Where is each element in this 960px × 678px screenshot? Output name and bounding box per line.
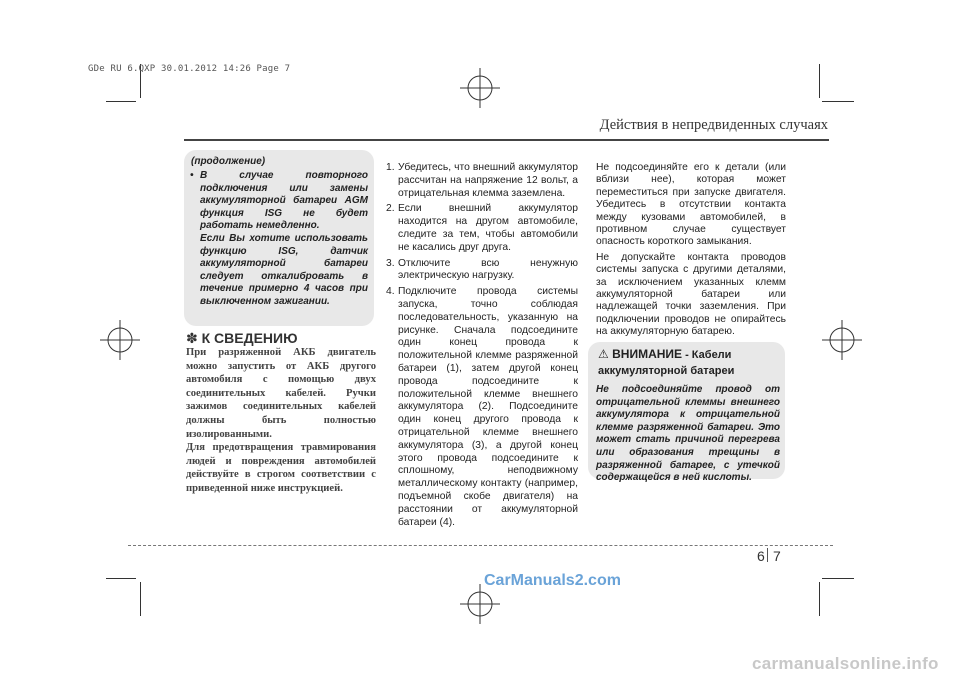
bullet-icon: • bbox=[190, 170, 194, 181]
list-item: 4. Подключите провода системы запуска, точно соблюдая последовательность, указанную на рисунке. Сначала подсоедините один конец провода к положительной клемме разряженной батареи (1), затем другой конец провода подсоедините к положительной клемме внешнего аккумулятора (2). Подсоедините один конец другого провода к отрицательной клемме внешнего аккумулятора (3), а другой конец этого провода подсоедините к сплошному, неподвижному металлическому контакту (например, подъемной скобе двигателя) на расстоянии от аккумуляторной батареи (4). bbox=[386, 286, 578, 528]
info-title bbox=[186, 330, 298, 347]
page-number: 7 bbox=[773, 548, 781, 564]
crop-mark bbox=[822, 101, 854, 102]
list-item: 3. Отключите всю ненужную электрическую нагрузку. bbox=[386, 257, 578, 282]
note-paragraph: В случае повторного подключения или замены аккумуляторной батареи AGM функция ISG не будет работать немедленно. bbox=[200, 170, 368, 232]
crop-mark bbox=[106, 578, 136, 579]
text-paragraph: Не допускайте контакта проводов системы запуска с другими деталями, за исключением указанных клемм аккумуляторной батареи или надлежащей точки заземления. При подключении проводов не опирайтесь на аккумуляторную батарею. bbox=[596, 251, 786, 338]
info-title-text: К СВЕДЕНИЮ bbox=[201, 330, 298, 346]
crop-mark bbox=[106, 101, 136, 102]
note-heading: (продолжение) bbox=[191, 156, 266, 167]
note-item bbox=[190, 170, 368, 309]
title-rule bbox=[184, 139, 829, 141]
crop-mark bbox=[140, 582, 141, 616]
list-item: 2. Если внешний аккумулятор находится на другом автомобиле, следите за тем, чтобы автомобили не касались друг друга. bbox=[386, 203, 578, 253]
list-item: 1. Убедитесь, что внешний аккумулятор рассчитан на напряжение 12 вольт, а отрицательная клемма заземлена. bbox=[386, 162, 578, 199]
crop-mark bbox=[819, 64, 820, 98]
crop-mark bbox=[819, 582, 820, 616]
chapter-number: 6 bbox=[757, 548, 765, 564]
warning-icon: ⚠ bbox=[598, 347, 609, 361]
asterisk-icon: ✽ bbox=[186, 330, 198, 346]
note-paragraph: Если Вы хотите использовать функцию ISG, датчик аккумуляторной батареи следует откалибровать в течение примерно 4 часов при выключенном зажигании. bbox=[200, 232, 368, 307]
continuation-text bbox=[596, 162, 786, 342]
steps-list bbox=[386, 162, 578, 532]
info-paragraph: Для предотвращения травмирования людей и повреждения автомобилей действуйте в строгом соответствии с приведенной ниже инструкцией. bbox=[186, 442, 376, 494]
print-header: GDe RU 6.QXP 30.01.2012 14:26 Page 7 bbox=[88, 64, 291, 74]
registration-mark-top bbox=[460, 68, 500, 108]
section-title: Действия в непредвиденных случаях bbox=[599, 117, 828, 133]
warning-title bbox=[598, 347, 778, 379]
crop-mark bbox=[822, 578, 854, 579]
warning-subtitle: - Кабели аккумуляторной батареи bbox=[598, 349, 735, 377]
info-paragraph: При разряженной АКБ двигатель можно запустить от АКБ другого автомобиля с помощью двух соединительных кабелей. Ручки зажимов соединительных кабелей должны быть полностью изолированными. bbox=[186, 347, 376, 440]
site-watermark: carmanualsonline.info bbox=[752, 654, 939, 673]
info-body bbox=[186, 346, 376, 496]
watermark-logo: CarManuals2.com bbox=[484, 572, 621, 589]
warning-title-text: ВНИМАНИЕ bbox=[612, 347, 683, 361]
registration-mark-bottom bbox=[460, 584, 500, 624]
warning-body: Не подсоединяйте провод от отрицательной клеммы внешнего аккумулятора к отрицательной клемме разряженной батареи. Это может стать причиной перегрева или образования трещины в разряженной батарее, с утечкой содержащейся в ней кислоты. bbox=[596, 384, 780, 484]
text-paragraph: Не подсоединяйте его к детали (или вблизи нее), которая может переместиться при запуске двигателя. Убедитесь в отсутствии контакта между кузовами автомобилей, в противном случае существует опасность короткого замыкания. bbox=[596, 162, 786, 248]
page-number-divider bbox=[767, 548, 768, 562]
registration-mark-left bbox=[100, 320, 140, 360]
footer-rule bbox=[128, 545, 833, 546]
registration-mark-right bbox=[822, 320, 862, 360]
